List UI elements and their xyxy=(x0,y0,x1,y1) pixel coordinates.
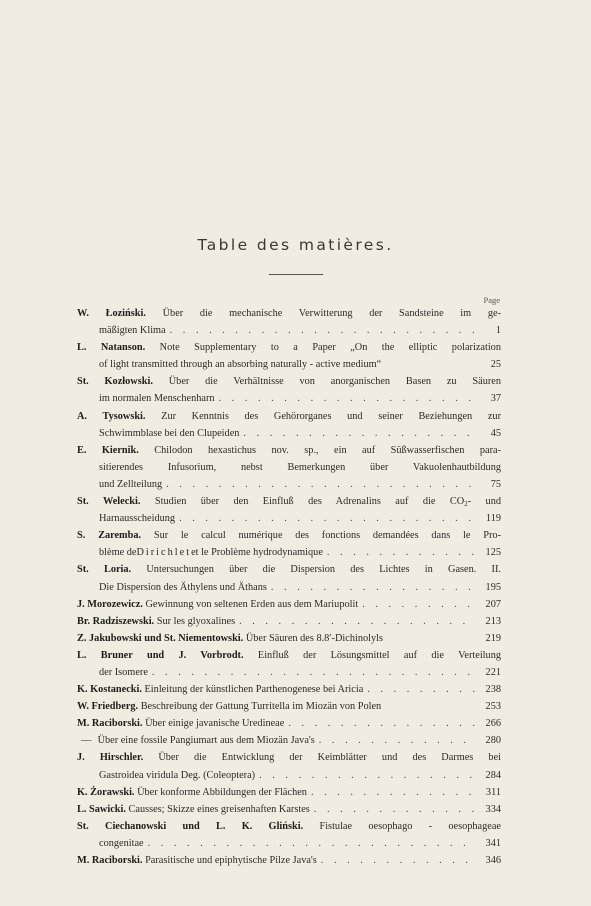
dot-leader xyxy=(235,613,475,630)
toc-title-line: Einfluß der Lösungsmittel auf die Verteilung xyxy=(257,649,501,661)
toc-page-number: 1 xyxy=(495,325,501,337)
toc-page-number: 119 xyxy=(485,513,501,525)
toc-entry xyxy=(77,698,501,715)
toc-title-line: - und xyxy=(467,496,501,508)
toc-author: Z. Jakubowski und St. Niementowski. xyxy=(77,632,244,644)
toc-entry xyxy=(77,561,501,595)
dot-leader xyxy=(166,322,475,339)
toc-author: St. Loria. xyxy=(77,564,132,576)
toc-page-number: 25 xyxy=(490,359,501,371)
toc-title-line: Schwimmblase bei den Clupeiden xyxy=(99,427,240,439)
toc-entry xyxy=(77,715,501,732)
dot-leader xyxy=(358,596,475,613)
toc-entry xyxy=(77,749,501,783)
dot-leader xyxy=(175,510,475,527)
toc-title-line: der Isomere xyxy=(99,666,148,678)
toc-author: J. Hirschler. xyxy=(77,752,144,764)
toc-title-line: sitierendes Infusorium, nebst Bemerkungen über Vakuolenhautbildung xyxy=(99,461,501,473)
toc-title-line: Über eine fossile Pangiumart aus dem Miozän Java's xyxy=(97,735,315,747)
toc-author: L. Natanson. xyxy=(77,342,146,354)
toc-page-number: 253 xyxy=(485,701,501,713)
toc-entry xyxy=(77,784,501,801)
toc-author: K. Kostanecki. xyxy=(77,684,142,696)
toc-entry xyxy=(77,527,501,561)
toc-title-line: im normalen Menschenharn xyxy=(99,393,215,405)
dot-leader xyxy=(310,801,475,818)
toc-title-line: Gewinnung von seltenen Erden aus dem Mariupolit xyxy=(145,598,359,610)
dot-leader xyxy=(255,767,475,784)
toc-entry xyxy=(77,339,501,373)
toc-entry xyxy=(77,408,501,442)
toc-page-number: 75 xyxy=(490,478,501,490)
dot-leader xyxy=(363,681,475,698)
toc-page-number: 280 xyxy=(485,735,501,747)
toc-title-line: Sur le calcul numérique des fonctions demandées dans le Pro- xyxy=(153,530,501,542)
toc-author: Br. Radziszewski. xyxy=(77,615,155,627)
toc-author: S. Zaremba. xyxy=(77,530,142,542)
toc-entry xyxy=(77,630,501,647)
toc-page-number: 125 xyxy=(485,547,501,559)
toc-title-line: Studien über den Einfluß des Adrenalins auf die CO xyxy=(154,496,465,508)
toc-author: E. Kiernik. xyxy=(77,444,139,456)
toc-title-line: Einleitung der künstlichen Parthenogenese bei Aricia xyxy=(144,684,364,696)
toc-entry xyxy=(77,818,501,852)
toc-title-line: Die Dispersion des Äthylens und Äthans xyxy=(99,581,267,593)
toc-page-number: 238 xyxy=(485,684,501,696)
toc-title-line: blème de xyxy=(99,547,137,559)
dot-leader xyxy=(144,835,475,852)
toc-title-line: Über die Entwicklung der Keimblätter und des Darmes bei xyxy=(158,752,501,764)
table-of-contents xyxy=(77,305,501,869)
toc-title-line: Chilodon hexastichus nov. sp., ein auf Süßwasserfischen para- xyxy=(154,444,501,456)
toc-title-line: Zur Kenntnis des Gehörorganes und seiner Beziehungen zur xyxy=(161,410,501,422)
dot-leader xyxy=(162,476,475,493)
toc-title-line: und Zellteilung xyxy=(99,478,163,490)
page-column-label: Page xyxy=(483,295,500,305)
toc-page-number: 221 xyxy=(485,666,501,678)
toc-author: St. Kozłowski. xyxy=(77,376,153,388)
toc-title-line: Note Supplementary to a Paper „On the elliptic polarization xyxy=(159,342,501,354)
toc-title-line: et le Problème hydrodynamique xyxy=(191,547,323,559)
toc-title-line: Beschreibung der Gattung Turritella im Miozän von Polen xyxy=(140,701,382,713)
toc-entry xyxy=(77,493,501,527)
toc-author: J. Morozewicz. xyxy=(77,598,143,610)
dot-leader xyxy=(267,579,475,596)
toc-title-line: Causses; Skizze eines greisenhaften Karstes xyxy=(128,803,310,815)
toc-page-number: 195 xyxy=(485,581,501,593)
toc-author: A. Tysowski. xyxy=(77,410,146,422)
toc-title-line: Dirichlet xyxy=(136,547,192,559)
toc-entry xyxy=(77,681,501,698)
toc-entry xyxy=(77,613,501,630)
toc-entry xyxy=(77,801,501,818)
toc-title-line: Über die Verhältnisse von anorganischen Basen zu Säuren xyxy=(168,376,501,388)
toc-entry xyxy=(77,442,501,493)
dot-leader xyxy=(239,425,475,442)
dot-leader xyxy=(148,664,475,681)
toc-title-line: Harnausscheidung xyxy=(99,513,176,525)
toc-page-number: 334 xyxy=(485,803,501,815)
toc-page-number: 284 xyxy=(485,769,501,781)
toc-author: W. Friedberg. xyxy=(77,701,139,713)
toc-page-number: 45 xyxy=(490,427,501,439)
toc-author: L. Sawicki. xyxy=(77,803,126,815)
ditto-dash: — xyxy=(81,735,92,747)
toc-title-line: of light transmitted through an absorbing naturally - active medium“ xyxy=(99,359,382,371)
toc-author: M. Raciborski. xyxy=(77,855,143,866)
toc-page-number: 311 xyxy=(485,786,501,798)
dot-leader xyxy=(315,732,475,749)
toc-title-line: Gastroidea viridula Deg. (Coleoptera) xyxy=(99,769,256,781)
toc-author: St. Ciechanowski und L. K. Gliński. xyxy=(77,820,304,832)
subscript: 2 xyxy=(464,500,468,509)
toc-entry xyxy=(77,373,501,407)
dot-leader xyxy=(307,784,475,801)
dot-leader xyxy=(317,852,475,869)
toc-title-line: congenitae xyxy=(99,837,144,849)
toc-title-line: Über Säuren des 8.8′-Dichinolyls xyxy=(245,632,384,644)
dot-leader xyxy=(323,544,475,561)
toc-title-line: Parasitische und epiphytische Pilze Java's xyxy=(145,855,317,866)
toc-title-line: Untersuchungen über die Dispersion des Lichtes in Gasen. II. xyxy=(146,564,501,576)
toc-entry xyxy=(77,732,501,749)
page-title: Table des matières. xyxy=(197,236,394,254)
toc-entry xyxy=(77,647,501,681)
dot-leader xyxy=(215,390,475,407)
toc-author: M. Raciborski. xyxy=(77,718,143,730)
dot-leader xyxy=(284,715,475,732)
toc-page-number: 219 xyxy=(485,632,501,644)
toc-page-number: 346 xyxy=(485,855,501,866)
toc-author: K. Żorawski. xyxy=(77,786,135,798)
toc-author: W. Łoziński. xyxy=(77,308,146,319)
toc-title-line: Über die mechanische Verwitterung der Sandsteine im ge- xyxy=(162,308,501,319)
toc-title-line: Sur les glyoxalines xyxy=(156,615,236,627)
toc-page-number: 207 xyxy=(485,598,501,610)
toc-page-number: 37 xyxy=(490,393,501,405)
toc-entry xyxy=(77,852,501,869)
toc-entry xyxy=(77,305,501,339)
toc-author: St. Welecki. xyxy=(77,496,141,508)
toc-page-number: 213 xyxy=(485,615,501,627)
toc-title-line: Fistulae oesophago - oesophageae xyxy=(319,820,501,832)
toc-page-number: 341 xyxy=(485,837,501,849)
title-underline xyxy=(269,274,323,275)
toc-page-number: 266 xyxy=(485,718,501,730)
toc-title-line: mäßigten Klima xyxy=(99,325,166,337)
toc-author: L. Bruner und J. Vorbrodt. xyxy=(77,649,244,661)
toc-title-line: Über konforme Abbildungen der Flächen xyxy=(137,786,307,798)
toc-title-line: Über einige javanische Uredineae xyxy=(145,718,285,730)
toc-entry xyxy=(77,596,501,613)
